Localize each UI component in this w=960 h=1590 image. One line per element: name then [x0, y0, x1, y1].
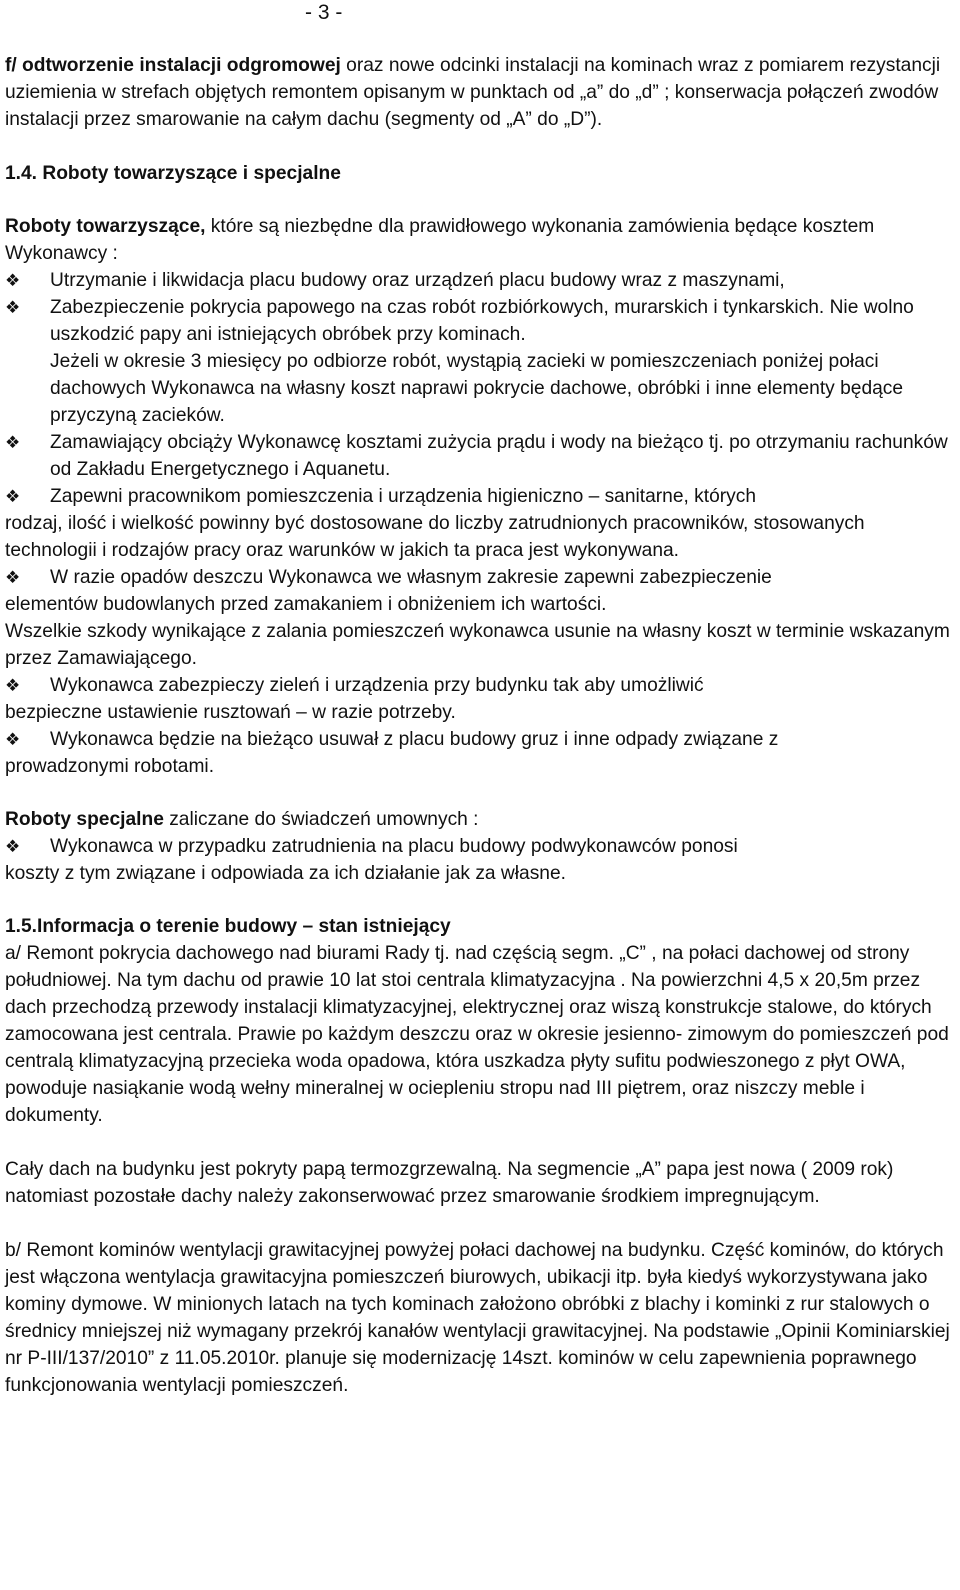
- bullet-text: W razie opadów deszczu Wykonawca we własnym zakresie zapewni zabezpieczenie: [50, 567, 772, 588]
- list-item: [5, 429, 953, 483]
- list-item: [5, 726, 953, 753]
- diamond-bullet-icon: ❖: [5, 298, 21, 317]
- bullet-text: Wykonawca będzie na bieżąco usuwał z placu budowy gruz i inne odpady związane z: [50, 729, 779, 750]
- list-item: [5, 483, 953, 510]
- bullet-text: Wykonawca zabezpieczy zieleń i urządzenia przy budynku tak aby umożliwić: [50, 675, 704, 696]
- bullet-text: Utrzymanie i likwidacja placu budowy oraz urządzeń placu budowy wraz z maszynami,: [50, 270, 785, 291]
- bullet-wrap-text: koszty z tym związane i odpowiada za ich działanie jak za własne.: [5, 863, 566, 884]
- paragraph-special: [5, 806, 953, 833]
- paragraph-a: a/ Remont pokrycia dachowego nad biurami Rady tj. nad częścią segm. „C” , na połaci dachowej od strony południowej. Na tym dachu od prawie 10 lat stoi centrala klimatyzacyjna . Na powierzchni 4,5 x 20,5m przez dach przechodzą przewody instalacji klimatyzacyjnej, elektrycznej oraz wiszą konstrukcje stalowe, do których zamocowana jest centrala. Prawie po każdym deszczu oraz w okresie jesienno- zimowym do pomieszczeń pod centralą klimatyzacyjną przecieka woda opadowa, która uszkadza płyty sufitu podwieszonego z płyt OWA, powoduje nasiąkanie wodą wełny mineralnej w ociepleniu stropu nad III piętrem, oraz niszczy meble i dokumenty.: [5, 943, 949, 1126]
- diamond-bullet-icon: ❖: [5, 730, 21, 749]
- list-item: [5, 672, 953, 699]
- page-number: - 3 -: [305, 1, 343, 24]
- list-item: [5, 267, 953, 294]
- paragraph-intro: [5, 213, 953, 267]
- list-item: [5, 564, 953, 591]
- diamond-bullet-icon: ❖: [5, 568, 21, 587]
- bullet-wrap-text: prowadzonymi robotami.: [5, 756, 215, 777]
- list-item: [5, 294, 953, 348]
- bullet-text: Zamawiający obciąży Wykonawcę kosztami zużycia prądu i wody na bieżąco tj. po otrzymaniu rachunków od Zakładu Energetycznego i Aquanetu.: [50, 432, 948, 480]
- bullet-wrap-text: rodzaj, ilość i wielkość powinny być dostosowane do liczby zatrudnionych pracowników, stosowanych technologii i rodzajów pracy oraz warunków w jakich ta praca jest wykonywana.: [5, 513, 865, 561]
- section-f-text: oraz nowe odcinki instalacji na kominach wraz z pomiarem rezystancji uziemienia w strefach objętych remontem opisanym w punktach od „a” do „d” ; konserwacja połączeń zwodów instalacji przez smarowanie na całym dachu (segmenty od „A” do „D”).: [5, 55, 941, 130]
- list-item: [5, 833, 953, 860]
- special-text: zaliczane do świadczeń umownych :: [163, 809, 479, 830]
- diamond-bullet-icon: ❖: [5, 271, 21, 290]
- bullet-wrap-text: elementów budowlanych przed zamakaniem i obniżeniem ich wartości.: [5, 594, 607, 615]
- bullet-continuation: Jeżeli w okresie 3 miesięcy po odbiorze robót, wystąpią zacieki w pomieszczeniach poniżej połaci dachowych Wykonawca na własny koszt naprawi pokrycie dachowe, obróbki i inne elementy będące przyczyną zacieków.: [50, 351, 904, 426]
- paragraph-section-f: [5, 52, 953, 133]
- bullet-text: Zapewni pracownikom pomieszczenia i urządzenia higieniczno – sanitarne, których: [50, 486, 757, 507]
- intro-text: które są niezbędne dla prawidłowego wykonania zamówienia będące kosztem Wykonawcy :: [5, 216, 875, 264]
- diamond-bullet-icon: ❖: [5, 676, 21, 695]
- document-page: [5, 52, 953, 1399]
- diamond-bullet-icon: ❖: [5, 837, 21, 856]
- intro-bold: Roboty towarzyszące,: [5, 216, 206, 237]
- heading-1-4: 1.4. Roboty towarzyszące i specjalne: [5, 163, 341, 184]
- paragraph-roof: Cały dach na budynku jest pokryty papą termozgrzewalną. Na segmencie „A” papa jest nowa ( 2009 rok) natomiast pozostałe dachy należy zakonserwować przez smarowanie środkiem impregnującym.: [5, 1159, 894, 1207]
- bullet-text: Wykonawca w przypadku zatrudnienia na placu budowy podwykonawców ponosi: [50, 836, 738, 857]
- bullet-wrap-text: bezpieczne ustawienie rusztowań – w razie potrzeby.: [5, 702, 456, 723]
- diamond-bullet-icon: ❖: [5, 433, 21, 452]
- heading-1-5: 1.5.Informacja o terenie budowy – stan istniejący: [5, 916, 451, 937]
- diamond-bullet-icon: ❖: [5, 487, 21, 506]
- paragraph-damage: Wszelkie szkody wynikające z zalania pomieszczeń wykonawca usunie na własny koszt w terminie wskazanym przez Zamawiającego.: [5, 621, 950, 669]
- special-bold: Roboty specjalne: [5, 809, 164, 830]
- paragraph-b: b/ Remont kominów wentylacji grawitacyjnej powyżej połaci dachowej na budynku. Część kominów, do których jest włączona wentylacja grawitacyjna pomieszczeń biurowych, ubikacji itp. była kiedyś wykorzystywana jako kominy dymowe. W minionych latach na tych kominach założono obróbki z blachy i kominki z rur stalowych o średnicy mniejszej niż wymagany przekrój kanałów wentylacji grawitacyjnej. Na podstawie „Opinii Kominiarskiej nr P-III/137/2010” z 11.05.2010r. planuje się modernizację 14szt. kominów w celu zapewnienia poprawnego funkcjonowania wentylacji pomieszczeń.: [5, 1240, 950, 1396]
- bullet-text: Zabezpieczenie pokrycia papowego na czas robót rozbiórkowych, murarskich i tynkarskich. Nie wolno uszkodzić papy ani istniejących obróbek przy kominach.: [50, 297, 914, 345]
- section-f-label: f/ odtworzenie instalacji odgromowej: [5, 55, 341, 76]
